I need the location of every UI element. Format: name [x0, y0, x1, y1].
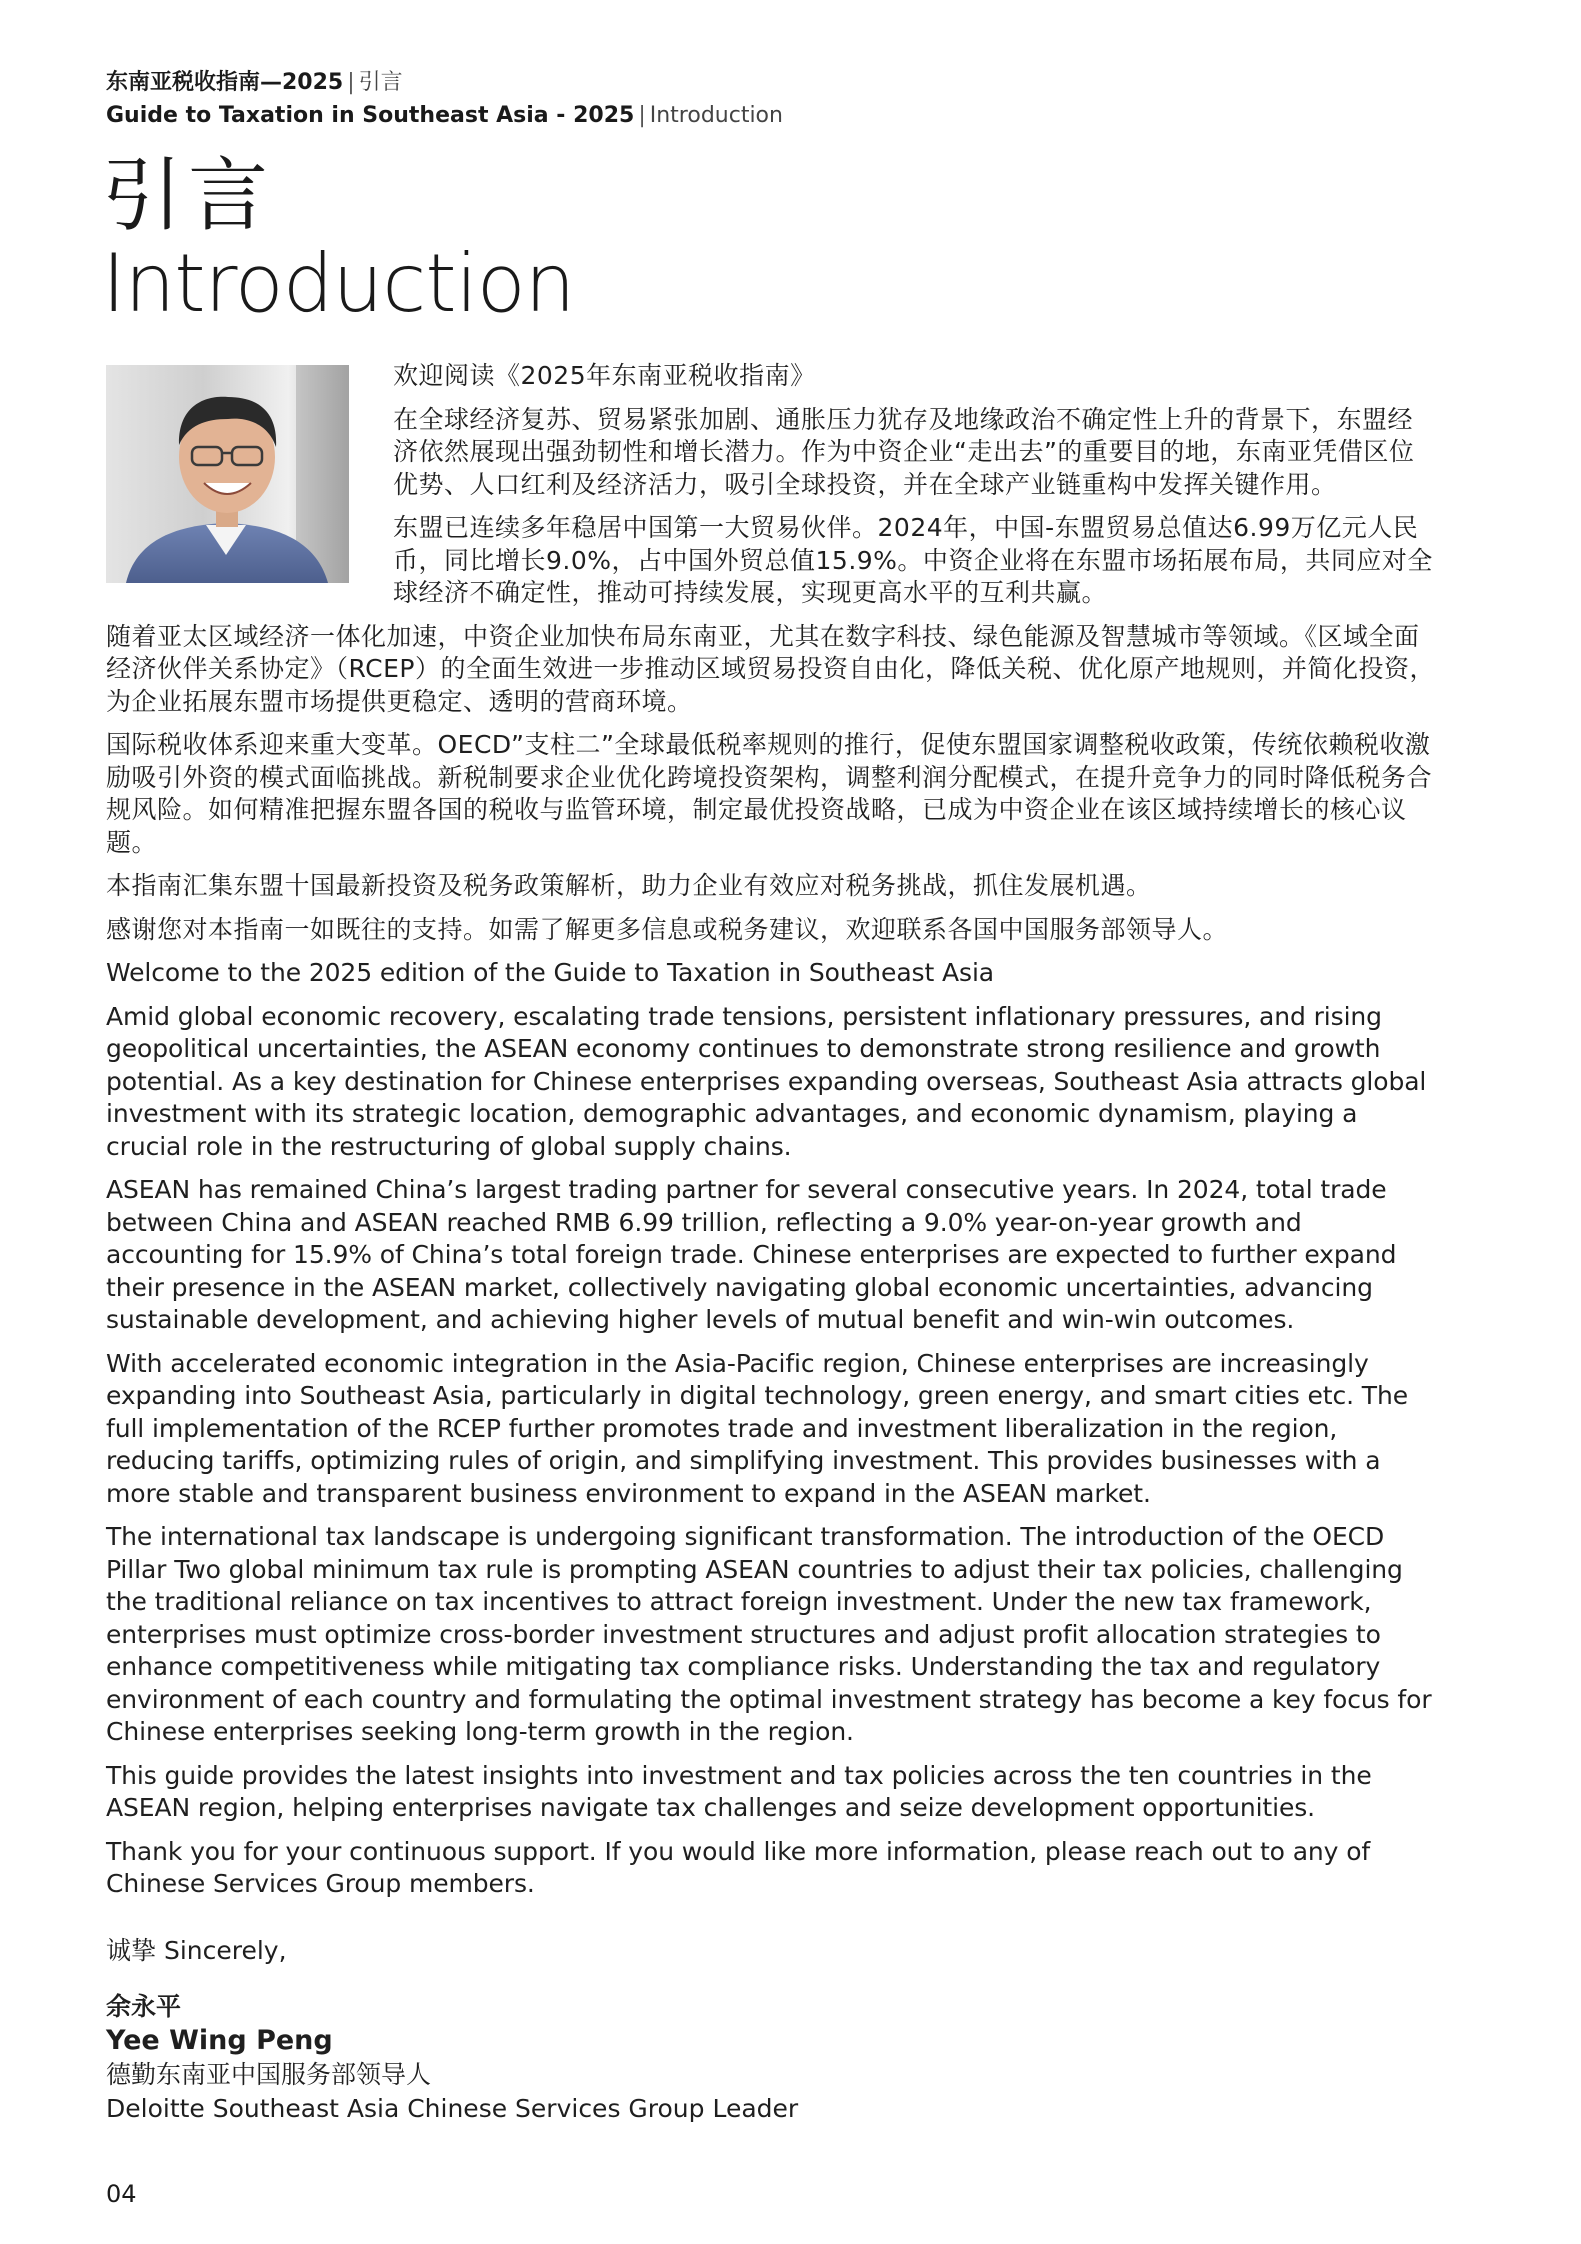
en-paragraph: Amid global economic recovery, escalating trade tensions, persistent inflationary pressures, and rising geopolitical uncertainties, the ASEAN economy continues to demonstrate strong resilience and growth potential. As a key destination for Chinese enterprises expanding overseas, Southeast Asia attracts global investment with its strategic location, demographic advantages, and economic dynamism, playing a crucial role in the restructuring of global supply chains. — [106, 1001, 1427, 1161]
letter-body — [106, 360, 1436, 2126]
signer-role-en: Deloitte Southeast Asia Chinese Services Group Leader — [106, 2093, 799, 2123]
en-paragraph: ASEAN has remained China’s largest trading partner for several consecutive years. In 2024, total trade between China and ASEAN reached RMB 6.99 trillion, reflecting a 9.0% year-on-year growth and accounting for 15.9% of China’s total foreign trade. Chinese enterprises are expected to further expand their presence in the ASEAN market, collectively navigating global economic uncertainties, advancing sustainable development, and achieving higher levels of mutual benefit and win-win outcomes. — [106, 1175, 1397, 1334]
closing-line: 诚挚 Sincerely, — [106, 1935, 287, 1965]
en-paragraph: Thank you for your continuous support. If you would like more information, please reach out to any of Chinese Services Group members. — [106, 1836, 1371, 1898]
signer-name-en: Yee Wing Peng — [106, 2024, 333, 2056]
photo-spacer — [106, 360, 393, 588]
breadcrumb-zh — [106, 66, 1436, 99]
breadcrumb-zh-section: 引言 — [358, 70, 403, 95]
zh-paragraph: 欢迎阅读《2025年东南亚税收指南》 — [393, 361, 816, 390]
page-title — [102, 149, 1432, 330]
en-paragraph: The international tax landscape is undergoing significant transformation. The introduction of the OECD Pillar Two global minimum tax rule is prompting ASEAN countries to adjust their tax policies, challenging the traditional reliance on tax incentives to attract foreign investment. Under the new tax framework, enterprises must optimize cross-border investment structures and adjust profit allocation strategies to enhance competitiveness while mitigating tax compliance risks. Understanding the tax and regulatory environment of each country and formulating the optimal investment strategy has become a key focus for Chinese enterprises seeking long-term growth in the region. — [106, 1522, 1432, 1746]
breadcrumb-separator: | — [347, 70, 355, 95]
signer-role-zh: 德勤东南亚中国服务部领导人 — [106, 2059, 432, 2089]
page-title-en: Introduction — [102, 237, 575, 330]
breadcrumb-separator: | — [638, 103, 646, 128]
breadcrumb-zh-title: 东南亚税收指南—2025 — [106, 70, 344, 95]
zh-paragraph: 本指南汇集东盟十国最新投资及税务政策解析，助力企业有效应对税务挑战，抓住发展机遇。 — [106, 871, 1152, 900]
breadcrumb-en-title: Guide to Taxation in Southeast Asia - 2025 — [106, 103, 635, 128]
breadcrumb-en-section: Introduction — [649, 103, 783, 128]
page-number: 04 — [106, 2180, 137, 2208]
signer-name-zh: 余永平 — [106, 1991, 182, 2021]
document-page — [102, 0, 1436, 2244]
page-title-zh: 引言 — [102, 149, 274, 242]
zh-paragraph: 东盟已连续多年稳居中国第一大贸易伙伴。2024年，中国-东盟贸易总值达6.99万亿元人民币，同比增长9.0%，占中国外贸总值15.9%。中资企业将在东盟市场拓展布局，共同应对全球经济不确定性，推动可持续发展，实现更高水平的互利共赢。 — [393, 513, 1433, 607]
zh-paragraph: 随着亚太区域经济一体化加速，中资企业加快布局东南亚，尤其在数字科技、绿色能源及智慧城市等领域。《区域全面经济伙伴关系协定》（RCEP）的全面生效进一步推动区域贸易投资自由化，降低关税、优化原产地规则，并简化投资，为企业拓展东盟市场提供更稳定、透明的营商环境。 — [106, 621, 1435, 716]
signature-block — [106, 1934, 1436, 2126]
en-paragraph: With accelerated economic integration in the Asia-Pacific region, Chinese enterprises are increasingly expanding into Southeast Asia, particularly in digital technology, green energy, and smart cities etc. The full implementation of the RCEP further promotes trade and investment liberalization in the region, reducing tariffs, optimizing rules of origin, and simplifying investment. This provides businesses with a more stable and transparent business environment to expand in the ASEAN market. — [106, 1348, 1408, 1508]
en-paragraph: Welcome to the 2025 edition of the Guide to Taxation in Southeast Asia — [106, 958, 995, 987]
en-paragraph: This guide provides the latest insights into investment and tax policies across the ten countries in the ASEAN region, helping enterprises navigate tax challenges and seize development opportunities. — [106, 1760, 1372, 1822]
zh-paragraph: 在全球经济复苏、贸易紧张加剧、通胀压力犹存及地缘政治不确定性上升的背景下，东盟经济依然展现出强劲韧性和增长潜力。作为中资企业“走出去”的重要目的地，东南亚凭借区位优势、人口红利及经济活力，吸引全球投资，并在全球产业链重构中发挥关键作用。 — [393, 404, 1415, 499]
zh-paragraph: 感谢您对本指南一如既往的支持。如需了解更多信息或税务建议，欢迎联系各国中国服务部领导人。 — [106, 914, 1229, 944]
breadcrumb — [106, 66, 1436, 132]
zh-paragraph: 国际税收体系迎来重大变革。OECD”支柱二”全球最低税率规则的推行，促使东盟国家调整税收政策，传统依赖税收激励吸引外资的模式面临挑战。新税制要求企业优化跨境投资架构，调整利润分配模式，在提升竞争力的同时降低税务合规风险。如何精准把握东盟各国的税收与监管环境，制定最优投资战略，已成为中资企业在该区域持续增长的核心议题。 — [106, 730, 1433, 857]
breadcrumb-en — [106, 99, 1436, 132]
